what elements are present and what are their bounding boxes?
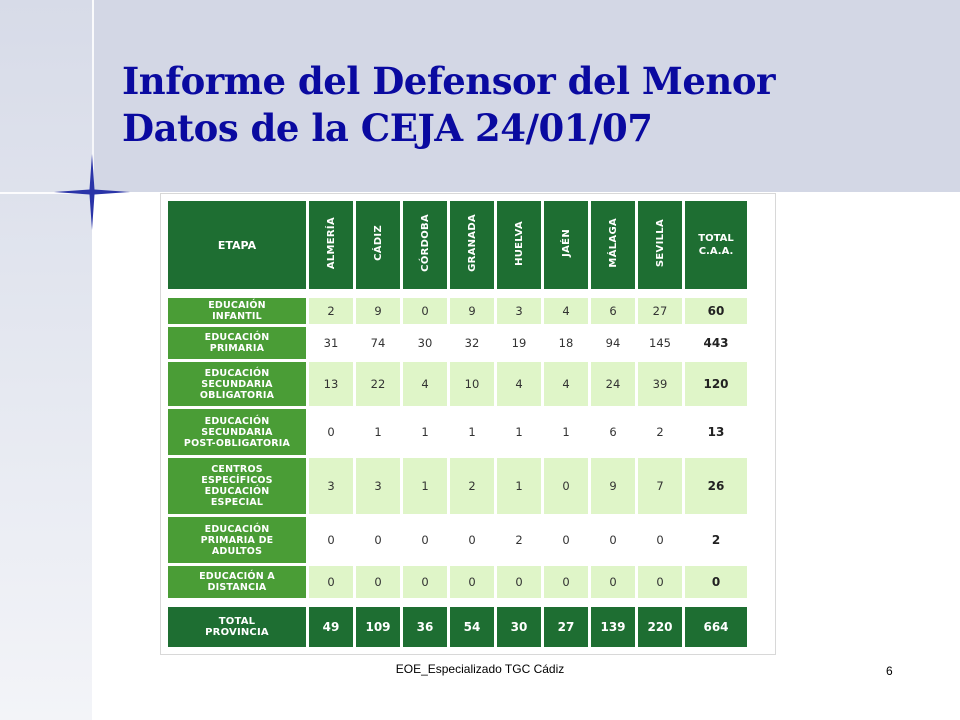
table-cell: 0 xyxy=(544,458,588,514)
table-cell: 0 xyxy=(544,517,588,563)
row-label-line: PRIMARIA DE xyxy=(200,534,274,546)
row-label-line: EDUCACIÓN A xyxy=(199,571,275,582)
table-cell: 9 xyxy=(591,458,635,514)
table-cell: 9 xyxy=(450,298,494,324)
decorative-vertical-line xyxy=(92,0,94,720)
table-cell: 0 xyxy=(309,409,353,455)
table-cell: 4 xyxy=(544,298,588,324)
header-label: CÁDIZ xyxy=(372,225,384,261)
table-row xyxy=(168,409,747,455)
table-cell: 32 xyxy=(450,327,494,359)
row-label-line: ESPECIAL xyxy=(210,497,264,508)
table-cell: 22 xyxy=(356,362,400,406)
totals-cell: 49 xyxy=(309,607,353,647)
totals-cell: 36 xyxy=(403,607,447,647)
header-label: MÁLAGA xyxy=(607,218,619,268)
row-label-line: CENTROS xyxy=(211,464,263,475)
table-cell: 0 xyxy=(591,566,635,598)
header-label: CÓRDOBA xyxy=(419,214,431,272)
table-cell: 1 xyxy=(356,409,400,455)
row-label-line: SECUNDARIA xyxy=(201,378,273,390)
header-etapa: ETAPA xyxy=(168,201,306,289)
row-label-line: SECUNDARIA xyxy=(201,426,273,438)
table-cell: 4 xyxy=(497,362,541,406)
table-cell: 2 xyxy=(497,517,541,563)
table-row xyxy=(168,517,747,563)
table-cell: 2 xyxy=(450,458,494,514)
table-cell: 6 xyxy=(591,409,635,455)
table-row xyxy=(168,327,747,359)
header-total-line-1: TOTAL xyxy=(698,233,734,244)
table-cell: 7 xyxy=(638,458,682,514)
totals-label-line: PROVINCIA xyxy=(205,627,269,638)
table-cell: 0 xyxy=(403,517,447,563)
table-cell: 3 xyxy=(309,458,353,514)
table-cell: 24 xyxy=(591,362,635,406)
row-label-line: OBLIGATORIA xyxy=(199,389,275,401)
table-cell: 0 xyxy=(309,517,353,563)
row-label-line: POST-OBLIGATORIA xyxy=(183,437,291,449)
table-cell: 74 xyxy=(356,327,400,359)
slide-title xyxy=(122,58,775,152)
totals-cell: 27 xyxy=(544,607,588,647)
header-jaen xyxy=(544,201,588,289)
row-label xyxy=(168,409,306,455)
row-label xyxy=(168,298,306,324)
table-cell: 2 xyxy=(309,298,353,324)
totals-label-line: TOTAL xyxy=(218,616,256,627)
totals-separator xyxy=(168,601,747,604)
row-total-cell: 443 xyxy=(685,327,747,359)
header-label: HUELVA xyxy=(513,220,525,266)
enrollment-table xyxy=(165,198,750,650)
row-label-line: EDUCACIÓN xyxy=(204,367,270,379)
table-cell: 4 xyxy=(544,362,588,406)
row-label xyxy=(168,327,306,359)
row-total-cell: 120 xyxy=(685,362,747,406)
totals-row xyxy=(168,607,747,647)
table-cell: 39 xyxy=(638,362,682,406)
row-label-line: ESPECÍFICOS xyxy=(201,475,273,486)
header-total-line-2: C.A.A. xyxy=(698,246,734,257)
table-cell: 0 xyxy=(450,566,494,598)
row-total-cell: 2 xyxy=(685,517,747,563)
totals-cell: 220 xyxy=(638,607,682,647)
table-cell: 0 xyxy=(544,566,588,598)
table-cell: 30 xyxy=(403,327,447,359)
table-cell: 2 xyxy=(638,409,682,455)
header-sevilla xyxy=(638,201,682,289)
totals-cell: 30 xyxy=(497,607,541,647)
table-cell: 1 xyxy=(403,458,447,514)
table-cell: 1 xyxy=(450,409,494,455)
table-cell: 18 xyxy=(544,327,588,359)
header-huelva xyxy=(497,201,541,289)
table-cell: 19 xyxy=(497,327,541,359)
table-cell: 0 xyxy=(638,517,682,563)
table-cell: 0 xyxy=(591,517,635,563)
header-almeria xyxy=(309,201,353,289)
table-cell: 94 xyxy=(591,327,635,359)
header-total xyxy=(685,201,747,289)
table-cell: 0 xyxy=(403,566,447,598)
row-label-line: ADULTOS xyxy=(211,545,263,557)
data-table-panel xyxy=(160,193,776,655)
row-label-line: EDUCACIÓN xyxy=(204,486,270,497)
table-cell: 0 xyxy=(356,566,400,598)
row-total-cell: 0 xyxy=(685,566,747,598)
left-background-band xyxy=(0,0,92,720)
header-label: ALMERÍA xyxy=(325,216,337,270)
table-cell: 27 xyxy=(638,298,682,324)
slide-footer: EOE_Especializado TGC Cádiz xyxy=(395,662,565,676)
table-row xyxy=(168,298,747,324)
row-label-line: DISTANCIA xyxy=(207,582,267,593)
row-label xyxy=(168,517,306,563)
table-cell: 0 xyxy=(309,566,353,598)
header-cadiz xyxy=(356,201,400,289)
table-cell: 0 xyxy=(638,566,682,598)
table-row xyxy=(168,458,747,514)
sparkle-star-icon xyxy=(52,152,132,232)
row-label-line: EDUCAIÓN xyxy=(208,300,266,311)
row-total-cell: 60 xyxy=(685,298,747,324)
title-line-2: Datos de la CEJA 24/01/07 xyxy=(122,106,653,150)
table-cell: 4 xyxy=(403,362,447,406)
row-label-line: PRIMARIA xyxy=(209,343,265,354)
grand-total-cell: 664 xyxy=(685,607,747,647)
totals-cell: 139 xyxy=(591,607,635,647)
header-label: JAÉN xyxy=(560,229,572,257)
row-label xyxy=(168,566,306,598)
row-label xyxy=(168,458,306,514)
header-malaga xyxy=(591,201,635,289)
table-cell: 1 xyxy=(497,458,541,514)
row-label xyxy=(168,362,306,406)
header-granada xyxy=(450,201,494,289)
row-label-line: EDUCACIÓN xyxy=(204,332,270,343)
table-cell: 1 xyxy=(403,409,447,455)
header-label: SEVILLA xyxy=(654,218,666,268)
title-line-1: Informe del Defensor del Menor xyxy=(122,59,776,103)
table-row xyxy=(168,566,747,598)
table-cell: 31 xyxy=(309,327,353,359)
table-cell: 10 xyxy=(450,362,494,406)
row-label-line: EDUCACIÓN xyxy=(204,415,270,427)
table-cell: 13 xyxy=(309,362,353,406)
header-cordoba xyxy=(403,201,447,289)
table-cell: 0 xyxy=(450,517,494,563)
header-separator xyxy=(168,292,747,295)
row-label-line: INFANTIL xyxy=(212,311,262,322)
table-cell: 1 xyxy=(544,409,588,455)
totals-cell: 109 xyxy=(356,607,400,647)
table-cell: 0 xyxy=(403,298,447,324)
table-cell: 145 xyxy=(638,327,682,359)
page-number: 6 xyxy=(886,664,893,678)
totals-cell: 54 xyxy=(450,607,494,647)
header-label: GRANADA xyxy=(466,214,478,272)
table-cell: 3 xyxy=(497,298,541,324)
row-total-cell: 13 xyxy=(685,409,747,455)
totals-label xyxy=(168,607,306,647)
table-cell: 0 xyxy=(356,517,400,563)
table-cell: 6 xyxy=(591,298,635,324)
table-cell: 0 xyxy=(497,566,541,598)
table-row xyxy=(168,362,747,406)
row-label-line: EDUCACIÓN xyxy=(204,523,270,535)
table-cell: 3 xyxy=(356,458,400,514)
row-total-cell: 26 xyxy=(685,458,747,514)
table-cell: 9 xyxy=(356,298,400,324)
table-cell: 1 xyxy=(497,409,541,455)
